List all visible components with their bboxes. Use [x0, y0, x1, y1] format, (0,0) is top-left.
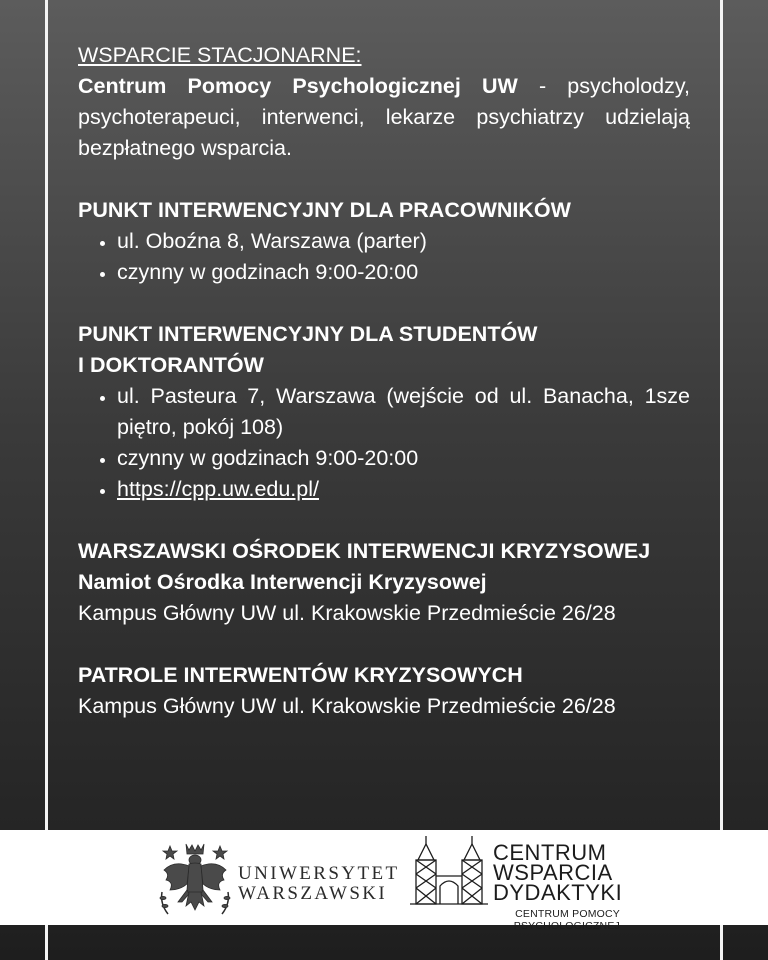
- student-point-list: [78, 381, 690, 505]
- centrum-paragraph: [78, 71, 690, 164]
- cwd-name-line3: DYDAKTYKI: [493, 880, 623, 905]
- towers-icon: [410, 836, 490, 908]
- cwd-name-line1: CENTRUM: [493, 840, 607, 865]
- eagle-emblem-icon: [156, 840, 234, 918]
- uw-name: [238, 864, 400, 904]
- list-item: • ul. Pasteura 7, Warszawa (wejście od ul. Banacha, 1sze piętro, pokój 108): [117, 381, 690, 443]
- list-item: • czynny w godzinach 9:00-20:00: [117, 257, 690, 288]
- crisis-center-subheading: Namiot Ośrodka Interwencji Kryzysowej: [78, 570, 487, 594]
- cwd-subtitle: CENTRUM POMOCY PSYCHOLOGICZNEJ: [513, 908, 620, 932]
- student-point-heading-line1: PUNKT INTERWENCYJNY DLA STUDENTÓW: [78, 322, 538, 346]
- uw-logo: [156, 840, 400, 918]
- crisis-center-heading: WARSZAWSKI OŚRODEK INTERWENCJI KRYZYSOWEJ: [78, 539, 651, 563]
- student-point-heading: [78, 319, 690, 381]
- centrum-name: Centrum Pomocy Psychologicznej UW: [78, 74, 518, 98]
- spacer: [78, 629, 690, 660]
- spacer: [78, 288, 690, 319]
- left-border-line: [45, 0, 48, 960]
- student-point-heading-line2: I DOKTORANTÓW: [78, 353, 264, 377]
- patrols-address: Kampus Główny UW ul. Krakowskie Przedmieście 26/28: [78, 694, 616, 718]
- cpp-website-link[interactable]: https://cpp.uw.edu.pl/: [117, 477, 319, 501]
- uw-name-line1: UNIWERSYTET: [238, 863, 400, 884]
- list-item: • ul. Oboźna 8, Warszawa (parter): [117, 226, 690, 257]
- uw-name-line2: WARSZAWSKI: [238, 883, 388, 904]
- crisis-center-address: Kampus Główny UW ul. Krakowskie Przedmieście 26/28: [78, 601, 616, 625]
- cwd-logo: [410, 834, 630, 932]
- footer-logos: [0, 830, 768, 932]
- staff-point-heading: PUNKT INTERWENCYJNY DLA PRACOWNIKÓW: [78, 198, 571, 222]
- main-content: [78, 40, 690, 722]
- right-border-line: [720, 0, 723, 960]
- cwd-name-line2: WSPARCIA: [493, 860, 613, 885]
- centrum-description: - psycholodzy, psychoterapeuci, interwenci, lekarze psychiatrzy udzielają bezpłatnego wsparcia.: [78, 74, 690, 160]
- spacer: [78, 164, 690, 195]
- list-item: [117, 474, 690, 505]
- spacer: [78, 505, 690, 536]
- list-item: • czynny w godzinach 9:00-20:00: [117, 443, 690, 474]
- staff-point-list: [78, 226, 690, 288]
- patrols-heading: PATROLE INTERWENTÓW KRYZYSOWYCH: [78, 663, 523, 687]
- stationary-heading: WSPARCIE STACJONARNE:: [78, 43, 362, 67]
- cwd-name: [493, 840, 623, 905]
